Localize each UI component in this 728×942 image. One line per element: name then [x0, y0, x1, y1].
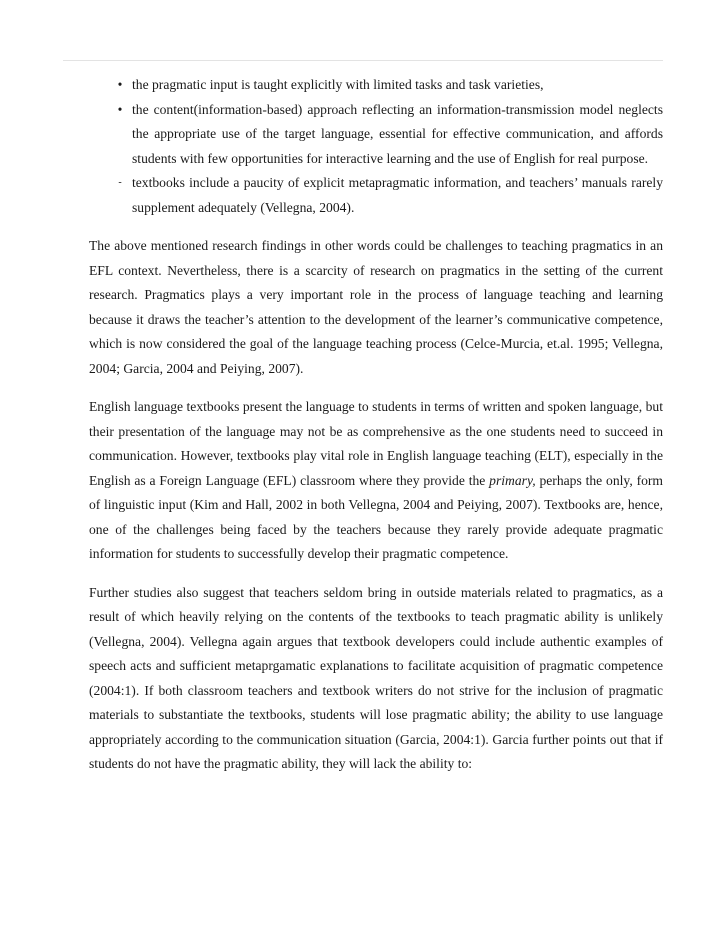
paragraph-text: perhaps the only, form of linguistic input (Kim and Hall, 2002 in both Vellegna, 2004 and Peiying, 2007). Textbooks are, hence, one of the challenges being faced by the teachers because they rarely provide adequate pragmatic information for students to successfully develop their pragmatic competence.	[89, 472, 663, 561]
italic-emphasis: primary,	[489, 472, 536, 488]
bullet-marker: -	[118, 177, 122, 188]
bullet-text: textbooks include a paucity of explicit metapragmatic information, and teachers’ manuals rarely supplement adequately (Vellegna, 2004).	[132, 175, 663, 215]
bullet-text: the pragmatic input is taught explicitly with limited tasks and task varieties,	[132, 77, 544, 92]
bullet-marker: •	[117, 101, 123, 117]
paragraph-textbooks	[89, 395, 663, 567]
bullet-text: the content(information-based) approach reflecting an information-transmission model neglects the appropriate use of the target language, essential for effective communication, and affords students with few opportunities for interactive learning and the use of English for real purpose.	[132, 101, 663, 166]
document-page	[89, 73, 663, 791]
paragraph-research-findings: The above mentioned research findings in other words could be challenges to teaching pragmatics in an EFL context. Nevertheless, there is a scarcity of research on pragmatics in the setting of the current research. Pragmatics plays a very important role in the process of language teaching and learning because it draws the teacher’s attention to the development of the learner’s communicative competence, which is now considered the goal of the language teaching process (Celce-Murcia, et.al. 1995; Vellegna, 2004; Garcia, 2004 and Peiying, 2007).	[89, 238, 663, 376]
bullet-item	[89, 73, 663, 98]
paragraph-text: English language textbooks present the language to students in terms of written and spoken language, but their presentation of the language may not be as comprehensive as the one students need to succeed in communication. However, textbooks play vital role in English language teaching (ELT), especially in the English as a Foreign Language (EFL) classroom where they provide the	[89, 399, 663, 488]
paragraph-further-studies: Further studies also suggest that teachers seldom bring in outside materials related to pragmatics, as a result of which heavily relying on the contents of the textbooks to teach pragmatic ability is unlikely (Vellegna, 2004). Vellegna again argues that textbook developers could include authentic examples of speech acts and sufficient metaprgamatic explanations to facilitate acquisition of pragmatic competence (2004:1). If both classroom teachers and textbook writers do not strive for the inclusion of pragmatic materials to substantiate the textbooks, students will lose pragmatic ability; the ability to use language appropriately according to the communication situation (Garcia, 2004:1). Garcia further points out that if students do not have the pragmatic ability, they will lack the ability to:	[89, 584, 663, 771]
bullet-item	[89, 171, 663, 220]
bullet-marker: •	[117, 77, 123, 92]
findings-bullet-list	[89, 73, 663, 220]
page-top-divider	[63, 60, 663, 61]
bullet-item	[89, 98, 663, 172]
